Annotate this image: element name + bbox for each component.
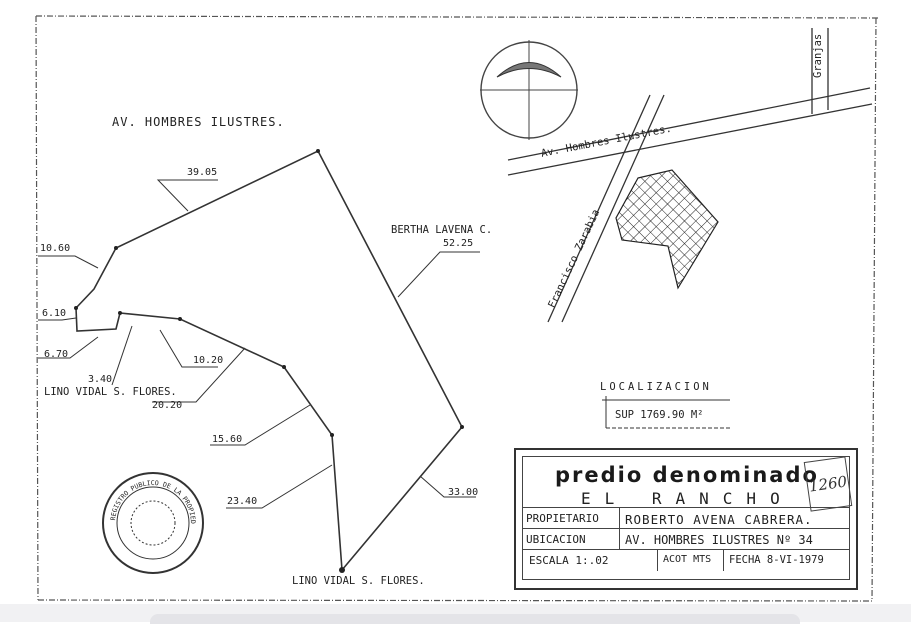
property-location-hatch bbox=[616, 170, 718, 288]
dim-label-d5: 3.40 bbox=[88, 374, 113, 385]
north-arrow bbox=[480, 40, 578, 140]
dim-label-d4: 6.70 bbox=[44, 349, 69, 360]
units-value: ACOT MTS bbox=[663, 554, 712, 565]
title-block-heading: predio denominado bbox=[555, 463, 819, 487]
surface-area: SUP 1769.90 M² bbox=[615, 409, 704, 421]
date-value: FECHA 8-VI-1979 bbox=[729, 554, 824, 566]
map-street-granjas: Granjas bbox=[812, 33, 824, 78]
location-heading: LOCALIZACION bbox=[600, 381, 712, 393]
registry-seal bbox=[103, 473, 203, 573]
polygon-vertices bbox=[74, 149, 464, 573]
dim-label-d2: 10.60 bbox=[40, 243, 71, 254]
dim-label-d7: 20.20 bbox=[152, 400, 183, 411]
street-left-label: LINO VIDAL S. FLORES. bbox=[44, 386, 177, 398]
title-block bbox=[514, 448, 858, 590]
dim-label-d10: 33.00 bbox=[448, 487, 479, 498]
owner-value: ROBERTO AVENA CABRERA. bbox=[625, 512, 813, 527]
viewer-scroll-handle[interactable] bbox=[150, 614, 800, 624]
location-value: AV. HOMBRES ILUSTRES Nº 34 bbox=[625, 533, 813, 547]
property-polygon bbox=[76, 151, 462, 570]
map-street-cross: Francisco Zarabia bbox=[546, 207, 603, 311]
street-top-label: AV. HOMBRES ILUSTRES. bbox=[112, 115, 285, 129]
scale-value: ESCALA 1:.02 bbox=[529, 554, 609, 567]
street-bottom-label: LINO VIDAL S. FLORES. bbox=[292, 575, 425, 587]
dim-label-d6: 10.20 bbox=[193, 355, 224, 366]
owner-label: PROPIETARIO bbox=[526, 512, 599, 525]
seal-text: REGISTRO PUBLICO DE LA PROPIED bbox=[109, 479, 198, 524]
folio-number: 1260 bbox=[804, 456, 853, 511]
title-block-inner bbox=[522, 456, 850, 580]
location-row bbox=[523, 528, 849, 550]
dim-label-d3: 6.10 bbox=[42, 308, 67, 319]
dim-label-d8: 15.60 bbox=[212, 434, 243, 445]
dim-label-d9: 23.40 bbox=[227, 496, 258, 507]
scale-row bbox=[523, 549, 849, 571]
dim-label-d1: 39.05 bbox=[187, 167, 218, 178]
neighbor-right-name: BERTHA LAVENA C. bbox=[391, 224, 493, 236]
title-block-property-name: EL RANCHO bbox=[581, 489, 794, 508]
neighbor-right-dimension: 52.25 bbox=[443, 238, 474, 249]
owner-row bbox=[523, 507, 849, 529]
map-street-main: Av. Hombres Ilustres. bbox=[540, 122, 673, 160]
location-label: UBICACION bbox=[526, 533, 586, 546]
